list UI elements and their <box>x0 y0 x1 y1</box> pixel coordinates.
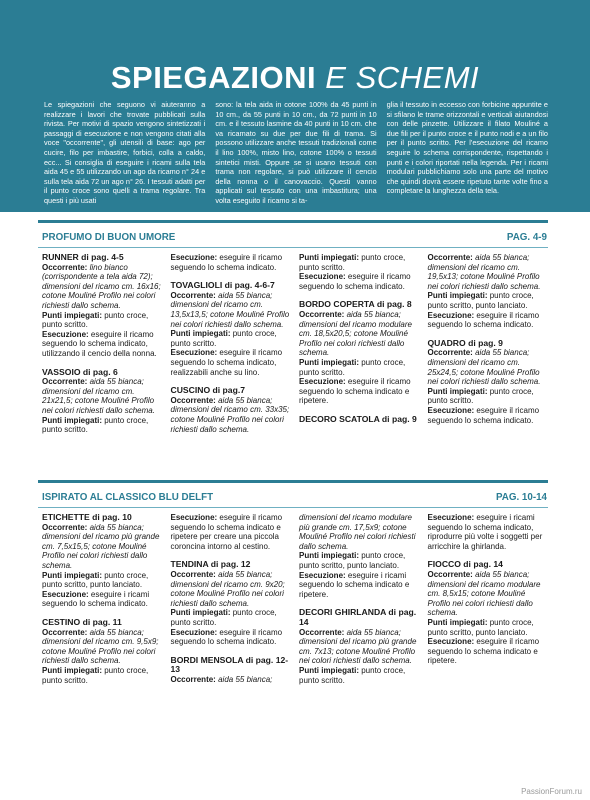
instruction-text: aida 55 bianca; dimensioni del ricamo più grande cm. 7,5x15,5; cotone Mouliné Profilo nei colori richiesti dallo schema. <box>42 522 160 570</box>
instruction-text: eseguire i ricami seguendo lo schema indicato. <box>42 589 150 609</box>
project-entry <box>299 300 419 406</box>
instruction-label: Occorrente: <box>42 377 88 387</box>
instruction-line <box>42 571 162 590</box>
instruction-label: Punti impiegati: <box>42 570 102 580</box>
instruction-text: aida 55 bianca; dimensioni del ricamo modulare cm. 18,5x20,5; cotone Mouliné Profilo nei colori richiesti dallo schema. <box>299 309 412 358</box>
instruction-label: Esecuzione: <box>170 627 218 637</box>
instruction-text: lino bianco (corrispondente a tela aida 72); dimensioni del ricamo cm. 16x16; cotone Mouliné Profilo nei colori richiesti dallo schema. <box>42 262 161 310</box>
project-entry <box>299 415 419 425</box>
instruction-text: eseguire i ricami seguendo lo schema indicato e ripetere. <box>299 570 410 599</box>
instruction-label: Occorrente: <box>427 348 473 358</box>
instruction-line <box>42 523 162 571</box>
instruction-line <box>428 570 548 618</box>
project-entry <box>171 253 291 272</box>
instruction-text: aida 55 bianca; <box>218 674 273 684</box>
instruction-label: Esecuzione: <box>299 377 346 387</box>
instruction-text: punto croce, punto scritto. <box>299 665 406 685</box>
instruction-text: eseguire il ricamo seguendo lo schema indicato. <box>170 627 283 647</box>
instruction-text: punto croce, punto scritto. <box>299 253 406 272</box>
section-divider <box>38 480 548 483</box>
instruction-line <box>428 253 548 291</box>
instruction-line <box>428 618 548 637</box>
instruction-text: punto croce, punto scritto. <box>170 329 277 348</box>
project-title: DECORO SCATOLA di pag. 9 <box>299 413 417 424</box>
instruction-text: aida 55 bianca; dimensioni del ricamo più grande cm. 7x13; cotone Mouliné Profilo nei colori richiesti dallo schema. <box>299 627 417 666</box>
instruction-text: punto croce, punto scritto. <box>42 665 149 685</box>
instruction-line <box>299 628 419 666</box>
instruction-label: Punti impiegati: <box>427 386 488 396</box>
instruction-text: eseguire il ricamo seguendo lo schema indicato e ripetere per creare una piccola coroncina intorno al cestino. <box>170 513 283 551</box>
instruction-label: Occorrente: <box>42 262 88 272</box>
instruction-text: punto croce, punto scritto. <box>170 608 277 627</box>
text-column <box>299 513 419 694</box>
instruction-label: Occorrente: <box>427 569 473 579</box>
section-pages: PAG. 4-9 <box>506 232 547 243</box>
project-entry <box>42 513 162 609</box>
section-title: PROFUMO DI BUON UMORE <box>42 232 176 243</box>
project-entry <box>171 386 291 434</box>
instruction-label: Punti impiegati: <box>170 608 231 618</box>
project-entry <box>299 608 419 685</box>
instruction-text: punto croce, punto scritto, punto lanciato. <box>427 617 534 637</box>
intro-column: Le spiegazioni che seguono vi aiuteranno a realizzare i lavori che trovate pubblicati sulla rivista. Per motivi di spazio vengono sintetizzati i passaggi di esecuzione e non vengono citati alla voce "occorrente", gli utensili di base: ago per cucire, filo per imbastire, forbici, colla a caldo, ecc... Si consiglia di eseguire i ricami sulla tela aida 45 e 55 utilizzando un ago da ricamo n° 24 e sulla tela aida 72 un ago n° 26. I tessuti adatti per il punto croce sono quelli a trama regolare. Tra questi i più usati <box>44 100 206 205</box>
text-column <box>42 513 162 694</box>
instruction-label: Esecuzione: <box>170 253 218 262</box>
text-column <box>171 253 291 444</box>
intro-text <box>44 100 548 206</box>
project-entry <box>171 560 291 646</box>
instruction-text: aida 55 bianca; dimensioni del ricamo cm. 33x35; cotone Mouliné Profilo nei colori richiesti dallo schema. <box>170 395 290 434</box>
instruction-line <box>171 348 291 377</box>
instruction-line <box>428 311 548 330</box>
instruction-line <box>171 570 291 608</box>
instruction-line <box>171 608 291 627</box>
instruction-label: Esecuzione: <box>42 589 89 599</box>
instruction-line <box>171 675 291 685</box>
instruction-text: punto croce, punto scritto, punto lanciato. <box>42 570 149 590</box>
project-title: QUADRO di pag. 9 <box>427 337 503 348</box>
instruction-text: aida 55 bianca; dimensioni del ricamo modulare cm. 8,5x15; cotone Mouliné Profilo nei colori richiesti dallo schema. <box>427 569 541 618</box>
text-column <box>428 513 548 694</box>
project-entry <box>299 253 419 291</box>
instruction-text: punto croce, punto scritto, punto lanciato. <box>427 291 534 310</box>
instruction-label: Occorrente: <box>42 522 88 532</box>
instruction-line <box>42 263 162 311</box>
section-divider <box>38 220 548 223</box>
project-title: CESTINO di pag. 11 <box>42 616 122 627</box>
instruction-text: punto croce, punto scritto. <box>42 310 149 330</box>
instruction-text: eseguire il ricamo seguendo lo schema indicato, realizzabili anche su lino. <box>170 348 283 377</box>
instruction-line <box>171 253 291 272</box>
project-title: CUSCINO di pag.7 <box>170 385 245 396</box>
instruction-line <box>42 416 162 435</box>
project-title: DECORI GHIRLANDA di pag. 14 <box>299 607 417 627</box>
instruction-label: Occorrente: <box>42 627 88 637</box>
text-column <box>171 513 291 694</box>
instruction-label: Esecuzione: <box>299 272 346 282</box>
section-title: ISPIRATO AL CLASSICO BLU DELFT <box>42 492 214 503</box>
instruction-line <box>171 628 291 647</box>
instruction-label: Occorrente: <box>170 290 216 300</box>
instruction-text: punto croce, punto scritto. <box>427 386 534 406</box>
instruction-line <box>171 513 291 551</box>
project-entry <box>42 368 162 435</box>
instruction-text: aida 55 bianca; dimensioni del ricamo cm. 9x20; cotone Mouliné Profilo nei colori richiesti dallo schema. <box>170 569 285 608</box>
instruction-label: Esecuzione: <box>170 513 218 522</box>
section-header <box>42 492 547 503</box>
instruction-text: punto croce, punto scritto. <box>299 357 406 377</box>
title-main: SPIEGAZIONI <box>110 60 317 95</box>
header-banner <box>0 0 590 212</box>
instruction-label: Esecuzione: <box>170 348 218 358</box>
instruction-text: eseguire il ricamo seguendo lo schema indicato, utilizzando il cencio della nonna. <box>42 329 157 358</box>
footer-watermark: PassionForum.ru <box>521 787 582 796</box>
instruction-text: aida 55 bianca; dimensioni del ricamo cm. 9,5x9; cotone Mouliné Profilo nei colori richiesti dallo schema. <box>42 627 159 666</box>
instruction-text: eseguire i ricami seguendo lo schema indicato, riprodurre più volte i soggetti per arricchire la ghirlanda. <box>427 513 543 551</box>
instruction-line <box>428 348 548 386</box>
instruction-label: Punti impiegati: <box>299 357 359 367</box>
instruction-line <box>299 253 419 272</box>
intro-column: sono: la tela aida in cotone 100% da 45 punti in 10 cm., da 55 punti in 10 cm., da 72 punti in 10 cm. e il tessuto lasmine da 40 punti in 10 cm. che va ricamato su due per due fili di trama. Si possono utilizzare anche tessuti tradizionali come il lino 100%, misto lino, cotone 100% o tessuti sintetici misti. Oppure se si usano tessuti con trama non regolare, si può utilizzare il cencio della nonna o il canovaccio. Questi vanno applicati sul tessuto con una imbastitura; una volta eseguito il ricamo si ta- <box>215 100 377 205</box>
instruction-line <box>428 406 548 425</box>
instruction-line <box>171 291 291 329</box>
instruction-line <box>299 358 419 377</box>
project-entry <box>171 513 291 551</box>
instruction-text: aida 55 bianca; dimensioni del ricamo cm. 25x24,5; cotone Mouliné Profilo nei colori richiesti dallo schema. <box>427 348 541 387</box>
instruction-label: Punti impiegati: <box>42 415 102 425</box>
project-entry <box>171 281 291 377</box>
instruction-text: aida 55 bianca; dimensioni del ricamo cm. 13,5x13,5; cotone Mouliné Profilo nei colori richiesti dallo schema. <box>170 290 290 329</box>
instruction-line <box>299 310 419 358</box>
instruction-label: Punti impiegati: <box>427 617 488 627</box>
project-entry <box>428 513 548 551</box>
intro-column: glia il tessuto in eccesso con forbicine appuntite e si sfilano le trame orizzontali e verticali aiutandosi con delle pinzette. Utilizzare il filato Mouliné a due fili per il punto croce e il punto nodi e a un filo per il punto scritto. Per l'esecuzione del ricamo seguire lo schema corrispondente, rispettando i punti e i colori riportati nella legenda. Per i ricami modulari pubblichiamo solo una parte del motivo che quindi dovrà essere ripetuto tante volte fino a completare la lunghezza della tela. <box>386 100 548 196</box>
project-entry <box>428 339 548 425</box>
project-title: TOVAGLIOLI di pag. 4-6-7 <box>170 280 275 291</box>
project-title: VASSOIO di pag. 6 <box>42 366 118 377</box>
instruction-text: aida 55 bianca; dimensioni del ricamo cm. 19,5x13; cotone Mouliné Profilo nei colori richiesti dallo schema. <box>427 253 541 291</box>
instruction-text: punto croce, punto scritto. <box>42 415 149 435</box>
instruction-label: Punti impiegati: <box>170 329 231 339</box>
project-title: TENDINA di pag. 12 <box>170 559 251 570</box>
instruction-line <box>42 590 162 609</box>
instruction-line <box>299 551 419 570</box>
section-rule <box>38 247 548 248</box>
instruction-label: Occorrente: <box>299 627 345 637</box>
section-pages: PAG. 10-14 <box>495 492 547 503</box>
instruction-label: Punti impiegati: <box>299 665 359 675</box>
section-header <box>42 232 547 243</box>
instruction-line <box>42 311 162 330</box>
instruction-label: Esecuzione: <box>427 405 475 415</box>
instruction-text: aida 55 bianca; dimensioni del ricamo cm. 21x21,5; cotone Mouliné Profilo nei colori richiesti dallo schema. <box>42 377 155 415</box>
instruction-text: eseguire il ricamo seguendo lo schema indicato. <box>170 253 283 272</box>
instruction-line <box>42 377 162 415</box>
instruction-line <box>171 329 291 348</box>
instruction-label: Punti impiegati: <box>427 291 488 301</box>
title-accent: E SCHEMI <box>325 60 480 95</box>
instruction-text: eseguire il ricamo seguendo lo schema indicato. <box>299 272 411 291</box>
instruction-line <box>299 377 419 406</box>
instruction-text: dimensioni del ricamo modulare più grande cm. 17,5x9; cotone Mouliné Profilo nei colori richiesti dallo schema. <box>299 513 416 551</box>
project-title: BORDO COPERTA di pag. 8 <box>299 299 412 310</box>
text-column <box>428 253 548 444</box>
instruction-label: Punti impiegati: <box>42 310 102 320</box>
instruction-line <box>428 387 548 406</box>
instruction-text: eseguire il ricamo seguendo lo schema indicato e ripetere. <box>427 637 540 666</box>
instruction-line <box>299 571 419 600</box>
section-columns <box>42 253 547 444</box>
instruction-line <box>299 666 419 685</box>
section-rule <box>38 507 548 508</box>
instruction-label: Punti impiegati: <box>42 665 102 675</box>
project-entry <box>42 618 162 685</box>
instruction-label: Punti impiegati: <box>299 253 359 262</box>
instruction-text: punto croce, punto scritto, punto lanciato. <box>299 551 406 570</box>
project-entry <box>42 253 162 359</box>
project-title: ETICHETTE di pag. 10 <box>42 512 132 522</box>
instruction-label: Occorrente: <box>170 395 216 405</box>
instruction-line <box>299 272 419 291</box>
project-entry <box>428 560 548 666</box>
instruction-label: Esecuzione: <box>427 637 475 647</box>
instruction-line <box>42 330 162 359</box>
instruction-line <box>428 513 548 551</box>
project-title: RUNNER di pag. 4-5 <box>42 252 124 262</box>
instruction-label: Occorrente: <box>170 569 216 579</box>
instruction-line <box>428 637 548 666</box>
project-title: FIOCCO di pag. 14 <box>427 559 503 570</box>
project-entry <box>299 513 419 599</box>
instruction-line <box>42 666 162 685</box>
instruction-label: Esecuzione: <box>427 310 475 320</box>
project-title: BORDI MENSOLA di pag. 12-13 <box>170 654 289 675</box>
instruction-label: Esecuzione: <box>299 570 346 580</box>
instruction-text: eseguire il ricamo seguendo lo schema indicato e ripetere. <box>299 377 411 406</box>
project-entry <box>428 253 548 330</box>
instruction-label: Occorrente: <box>427 253 473 262</box>
project-entry <box>171 656 291 685</box>
text-column <box>42 253 162 444</box>
page-title <box>0 60 590 96</box>
instruction-label: Esecuzione: <box>427 513 475 522</box>
instruction-text: eseguire il ricamo seguendo lo schema indicato. <box>427 405 540 425</box>
instruction-label: Punti impiegati: <box>299 551 359 561</box>
instruction-label: Occorrente: <box>299 309 345 319</box>
section-columns <box>42 513 547 694</box>
text-column <box>299 253 419 444</box>
instruction-line <box>299 513 419 551</box>
instruction-label: Esecuzione: <box>42 329 89 339</box>
instruction-text: eseguire il ricamo seguendo lo schema indicato. <box>427 310 540 330</box>
instruction-line <box>171 396 291 434</box>
instruction-line <box>428 291 548 310</box>
instruction-line <box>42 628 162 666</box>
instruction-label: Occorrente: <box>170 674 216 684</box>
